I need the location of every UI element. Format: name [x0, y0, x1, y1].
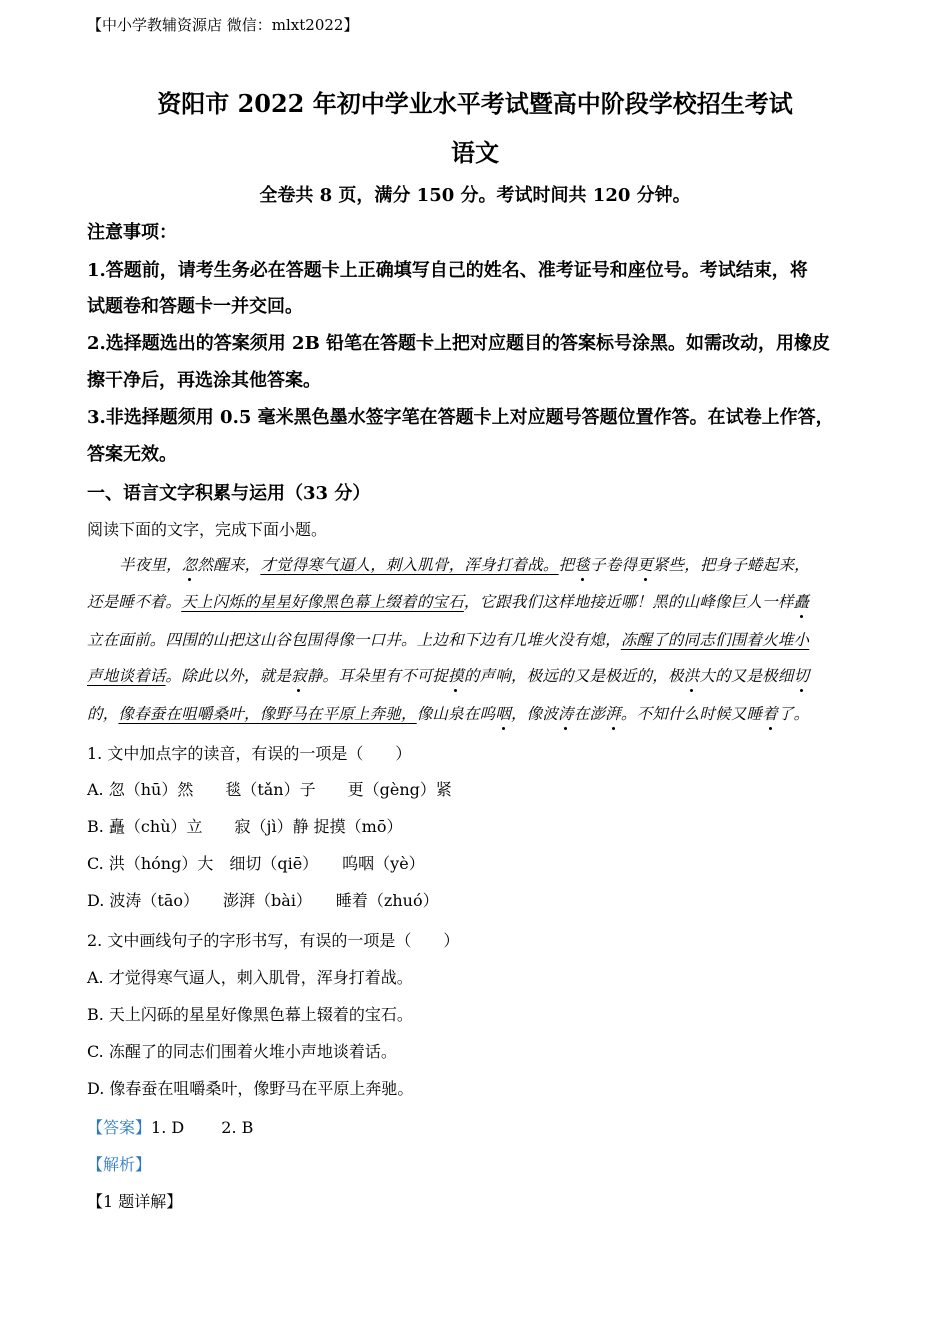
passage-line-4: 声地谈着话。除此以外，就是寂静。耳朵里有不可捉摸的声响，极远的又是极近的，极洪大的又是极细切: [87, 664, 809, 686]
section-heading: 一、语言文字积累与运用（33 分）: [87, 483, 371, 504]
exam-info: 全卷共 8 页，满分 150 分。考试时间共 120 分钟。: [259, 185, 691, 206]
passage-line-2: 还是睡不着。天上闪烁的星星好像黑色幕上缀着的宝石，它跟我们这样地接近哪！黑的山峰像巨人一样矗: [87, 590, 809, 612]
notice-line-2: 试题卷和答题卡一并交回。: [87, 296, 303, 317]
notice-heading: 注意事项：: [87, 222, 177, 243]
subject-title: 语文: [451, 138, 499, 167]
passage-line-5: 的，像春蚕在咀嚼桑叶，像野马在平原上奔驰，像山泉在呜咽，像波涛在澎湃。不知什么时候又睡着了。: [87, 702, 809, 724]
analysis-label: 【解析】: [87, 1155, 152, 1174]
answer-text: 1. D 2. B: [151, 1118, 254, 1137]
header-note: 【中小学教辅资源店 微信：mlxt2022】: [87, 16, 359, 34]
q1-option-a: A. 忽（hū）然 毯（tǎn）子 更（gèng）紧: [87, 780, 452, 799]
notice-line-5: 3.非选择题须用 0.5 毫米黑色墨水签字笔在答题卡上对应题号答题位置作答。在试卷上作答，: [87, 407, 834, 428]
q2-stem: 2. 文中画线句子的字形书写，有误的一项是（ ）: [87, 931, 460, 950]
q2-option-a: A. 才觉得寒气逼人，刺入肌骨，浑身打着战。: [87, 968, 413, 987]
answer-label: 【答案】: [87, 1118, 152, 1137]
q2-option-c: C. 冻醒了的同志们围着火堆小声地谈着话。: [87, 1042, 397, 1061]
q1-stem: 1. 文中加点字的读音，有误的一项是（ ）: [87, 744, 412, 763]
exam-title: 资阳市 2022 年初中学业水平考试暨高中阶段学校招生考试: [157, 89, 793, 118]
q1-option-c: C. 洪（hóng）大 细切（qiē） 呜咽（yè）: [87, 854, 425, 873]
q2-option-b: B. 天上闪砾的星星好像黑色幕上辍着的宝石。: [87, 1005, 413, 1024]
notice-line-4: 擦干净后，再选涂其他答案。: [87, 370, 321, 391]
passage-line-3: 立在面前。四围的山把这山谷包围得像一口井。上边和下边有几堆火没有熄，冻醒了的同志们围着火堆小: [87, 631, 810, 649]
notice-line-1: 1.答题前，请考生务必在答题卡上正确填写自己的姓名、准考证号和座位号。考试结束，将: [87, 260, 808, 281]
reading-instruction: 阅读下面的文字，完成下面小题。: [87, 520, 328, 539]
q1-option-d: D. 波涛（tāo） 澎湃（bài） 睡着（zhuó）: [87, 891, 439, 910]
answer-line: [87, 1115, 253, 1138]
notice-line-3: 2.选择题选出的答案须用 2B 铅笔在答题卡上把对应题目的答案标号涂黑。如需改动，用橡皮: [87, 333, 831, 354]
q1-option-b: B. 矗（chù）立 寂（jì）静 捉摸（mō）: [87, 817, 403, 836]
notice-line-6: 答案无效。: [87, 444, 177, 465]
detail-label: 【1 题详解】: [87, 1192, 183, 1211]
passage-line-1: 半夜里，忽然醒来，才觉得寒气逼人，刺入肌骨，浑身打着战。把毯子卷得更紧些，把身子蜷起来，: [119, 553, 810, 575]
q2-option-d: D. 像春蚕在咀嚼桑叶，像野马在平原上奔驰。: [87, 1079, 414, 1098]
